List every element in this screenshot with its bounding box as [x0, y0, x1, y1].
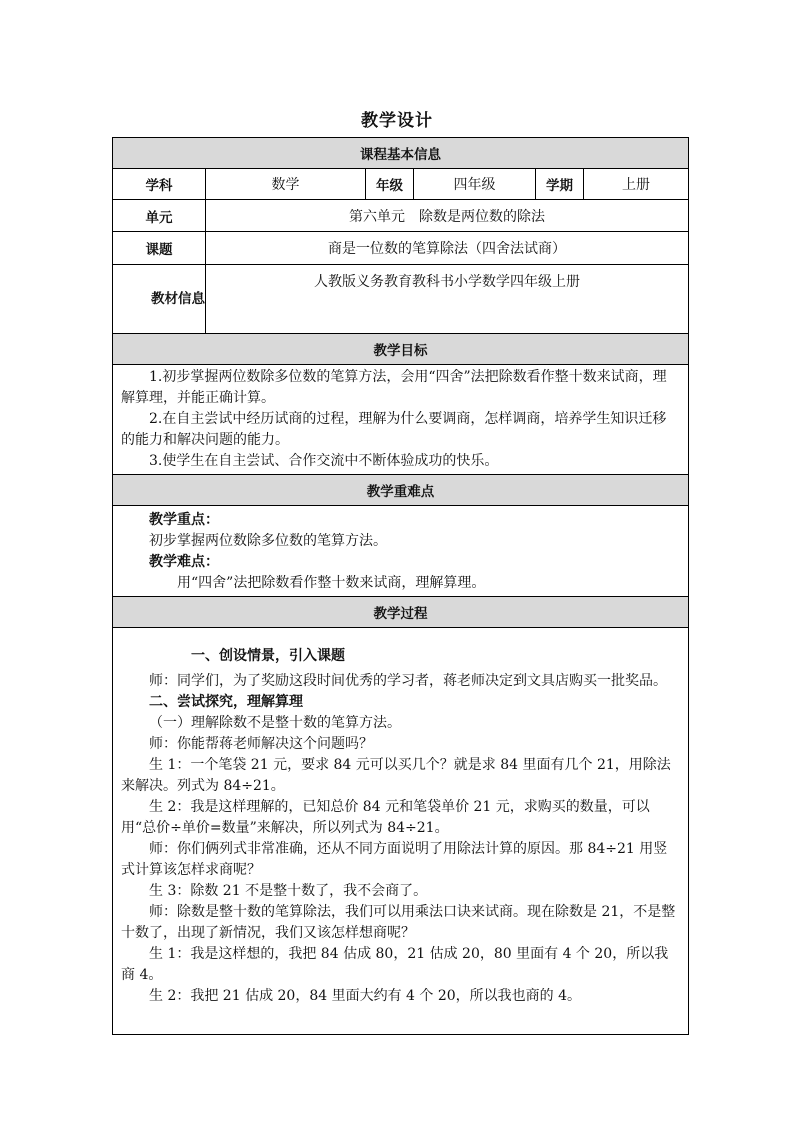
- grade-value: 四年级: [414, 169, 536, 200]
- process-heading-1: 一、创设情景，引入课题: [191, 648, 345, 664]
- topic-value: 商是一位数的笔算除法（四舍法试商）: [206, 232, 689, 265]
- subject-value: 数学: [206, 169, 366, 200]
- process-paragraph: 师：同学们，为了奖励这段时间优秀的学习者，蒋老师决定到文具店购买一批奖品。: [149, 673, 667, 689]
- goal-item: 2.在自主尝试中经历试商的过程，理解为什么要调商，怎样调商，培养学生知识迁移的能力和解决问题的能力。: [121, 411, 667, 448]
- term-value: 上册: [584, 169, 689, 200]
- process-paragraph: 生 1：一个笔袋 21 元，要求 84 元可以买几个？就是求 84 里面有几个 21，用除法来解决。列式为 84÷21。: [121, 757, 671, 794]
- goals-cell: [113, 365, 689, 475]
- grade-label: 年级: [366, 169, 414, 200]
- focus-heading: 教学重点：: [149, 512, 219, 528]
- process-paragraph: 生 2：我把 21 估成 20，84 里面大约有 4 个 20，所以我也商的 4。: [149, 988, 582, 1004]
- lesson-plan-table: [112, 137, 689, 1035]
- difficulty-heading: 教学难点：: [149, 554, 219, 570]
- document-title: 教学设计: [361, 111, 433, 131]
- process-heading-2: 二、尝试探究，理解算理: [149, 694, 303, 710]
- goal-item: 1.初步掌握两位数除多位数的笔算方法，会用“四舍”法把除数看作整十数来试商，理解算理，并能正确计算。: [121, 369, 667, 406]
- focus-text: 初步掌握两位数除多位数的笔算方法。: [149, 533, 387, 549]
- process-paragraph: 生 1：我是这样想的，我把 84 估成 80，21 估成 20，80 里面有 4 个 20，所以我商 4。: [121, 946, 669, 983]
- section-goals: 教学目标: [113, 334, 689, 365]
- process-paragraph: 师：除数是整十数的笔算除法，我们可以用乘法口诀来试商。现在除数是 21，不是整十数了，出现了新情况，我们又该怎样想商呢？: [121, 904, 676, 941]
- process-paragraph: 生 2：我是这样理解的，已知总价 84 元和笔袋单价 21 元，求购买的数量，可以用“总价÷单价=数量”来解决，所以列式为 84÷21。: [121, 799, 650, 836]
- term-label: 学期: [536, 169, 584, 200]
- textbook-label: 教材信息: [113, 265, 206, 334]
- key-points-cell: [113, 506, 689, 597]
- unit-value: 第六单元 除数是两位数的除法: [206, 200, 689, 232]
- difficulty-text: 用“四舍”法把除数看作整十数来试商，理解算理。: [177, 575, 486, 591]
- topic-label: 课题: [113, 232, 206, 265]
- process-subheading: （一）理解除数不是整十数的笔算方法。: [149, 715, 401, 731]
- process-paragraph: 师：你能帮蒋老师解决这个问题吗？: [149, 736, 373, 752]
- unit-label: 单元: [113, 200, 206, 232]
- process-paragraph: 师：你们俩列式非常准确，还从不同方面说明了用除法计算的原因。那 84÷21 用竖式计算该怎样求商呢？: [121, 841, 668, 878]
- section-process: 教学过程: [113, 597, 689, 628]
- textbook-value: 人教版义务教育教科书小学数学四年级上册: [206, 265, 689, 334]
- process-cell: [113, 628, 689, 1035]
- goal-item: 3.使学生在自主尝试、合作交流中不断体验成功的快乐。: [149, 453, 499, 469]
- section-key-points: 教学重难点: [113, 475, 689, 506]
- subject-label: 学科: [113, 169, 206, 200]
- process-paragraph: 生 3：除数 21 不是整十数了，我不会商了。: [149, 883, 428, 899]
- section-basic-info: 课程基本信息: [113, 138, 689, 169]
